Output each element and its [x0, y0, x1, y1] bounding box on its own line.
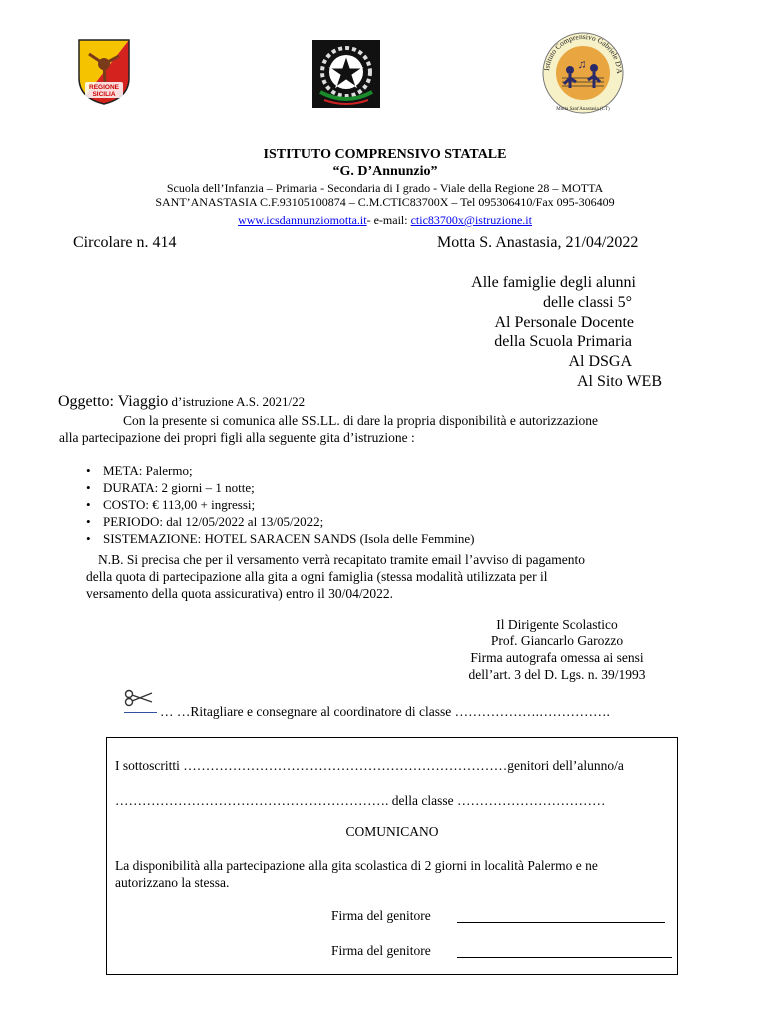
regione-sicilia-logo — [75, 38, 133, 106]
list-item: • META: Palermo; — [75, 462, 474, 479]
form-class-label: della classe …………………………… — [388, 793, 606, 808]
circolare-number: Circolare n. 414 — [73, 234, 177, 251]
logo-text-sicilia: SICILIA — [92, 91, 116, 98]
note-line: N.B. Si precisa che per il versamento verrà recapitato tramite email l’avviso di pagamento — [98, 552, 585, 567]
list-item: • PERIODO: dal 12/05/2022 al 13/05/2022; — [75, 513, 474, 530]
logo-text-regione: REGIONE — [89, 84, 119, 91]
email-link[interactable]: ctic83700x@istruzione.it — [410, 213, 532, 227]
cut-dashed-line — [124, 712, 157, 713]
parent-signature-label: Firma del genitore — [331, 943, 431, 958]
logo-bottom-text: Motta Sant'Anastasia (CT) — [556, 107, 610, 112]
school-name: “G. D’Annunzio” — [332, 164, 438, 179]
school-address-line1: Scuola dell’Infanzia – Primaria - Secondaria di I grado - Viale della Regione 28 – MOTTA — [166, 181, 604, 195]
form-line-names — [115, 758, 624, 774]
subject-line — [58, 393, 305, 411]
recipient-line: delle classi 5° — [542, 294, 632, 311]
website-link[interactable]: www.icsdannunziomotta.it — [238, 213, 367, 227]
signature-line: Prof. Giancarlo Garozzo — [490, 633, 624, 648]
consent-form — [106, 737, 678, 975]
form-heading: COMUNICANO — [345, 824, 439, 839]
recipient-line: Al Personale Docente — [494, 314, 634, 331]
school-title: ISTITUTO COMPRENSIVO STATALE — [263, 147, 507, 162]
signature-line: dell’art. 3 del D. Lgs. n. 39/1993 — [468, 667, 646, 682]
trip-details-list — [75, 462, 474, 547]
recipient-line: Al Sito WEB — [576, 373, 662, 390]
school-contacts — [0, 213, 770, 228]
recipient-line: Alle famiglie degli alunni — [471, 274, 636, 291]
place-date: Motta S. Anastasia, 21/04/2022 — [437, 234, 639, 251]
signature-line: Firma autografa omessa ai sensi — [470, 650, 644, 665]
parent-signature-line[interactable] — [457, 922, 665, 923]
payment-note — [86, 551, 686, 602]
form-genitori-label: genitori dell’alunno/a — [507, 758, 624, 773]
intro-paragraph — [59, 412, 679, 446]
signature-line: Il Dirigente Scolastico — [496, 617, 618, 632]
school-address-line2: SANT’ANASTASIA C.F.93105100874 – C.M.CTIC83700X – Tel 095306410/Fax 095-306409 — [155, 195, 615, 209]
intro-line: alla partecipazione dei propri figli alla seguente gita d’istruzione : — [59, 430, 415, 445]
cut-instruction: … …Ritagliare e consegnare al coordinatore di classe ……………….……………. — [160, 704, 610, 719]
form-body-line: autorizzano la stessa. — [115, 875, 230, 890]
recipient-line: Al DSGA — [568, 353, 632, 370]
form-body-line: La disponibilità alla partecipazione alla gita scolastica di 2 giorni in località Palermo e ne — [115, 858, 598, 873]
note-line: della quota di partecipazione alla gita a ogni famiglia (stessa modalità utilizzata per il — [86, 569, 548, 584]
email-label: - e-mail: — [366, 213, 411, 227]
recipient-line: della Scuola Primaria — [494, 333, 632, 350]
subject-label: Oggetto: Viaggio — [58, 393, 169, 410]
list-item: • DURATA: 2 giorni – 1 notte; — [75, 479, 474, 496]
form-student-blank: ……………………………………………………. — [115, 793, 389, 808]
parent-signature-label: Firma del genitore — [331, 908, 431, 923]
repubblica-italiana-emblem — [312, 40, 380, 108]
note-line: versamento della quota assicurativa) entro il 30/04/2022. — [86, 586, 394, 601]
parent-signature-line[interactable] — [457, 957, 672, 958]
music-note-icon: ♫ — [577, 57, 587, 71]
intro-line: Con la presente si comunica alle SS.LL. di dare la propria disponibilità e autorizzazione — [123, 413, 598, 428]
scissors-icon — [124, 689, 154, 712]
logo-ring-text: Istituto Comprensivo Gabriele D'A — [542, 31, 625, 74]
form-line-class — [115, 793, 605, 809]
istituto-logo — [540, 30, 626, 116]
list-item: • SISTEMAZIONE: HOTEL SARACEN SANDS (Isola delle Femmine) — [75, 530, 474, 547]
form-sottoscritti: I sottoscritti ……………………………………………………………… — [115, 758, 508, 773]
list-item: • COSTO: € 113,00 + ingressi; — [75, 496, 474, 513]
subject-text: d’istruzione A.S. 2021/22 — [168, 394, 306, 409]
